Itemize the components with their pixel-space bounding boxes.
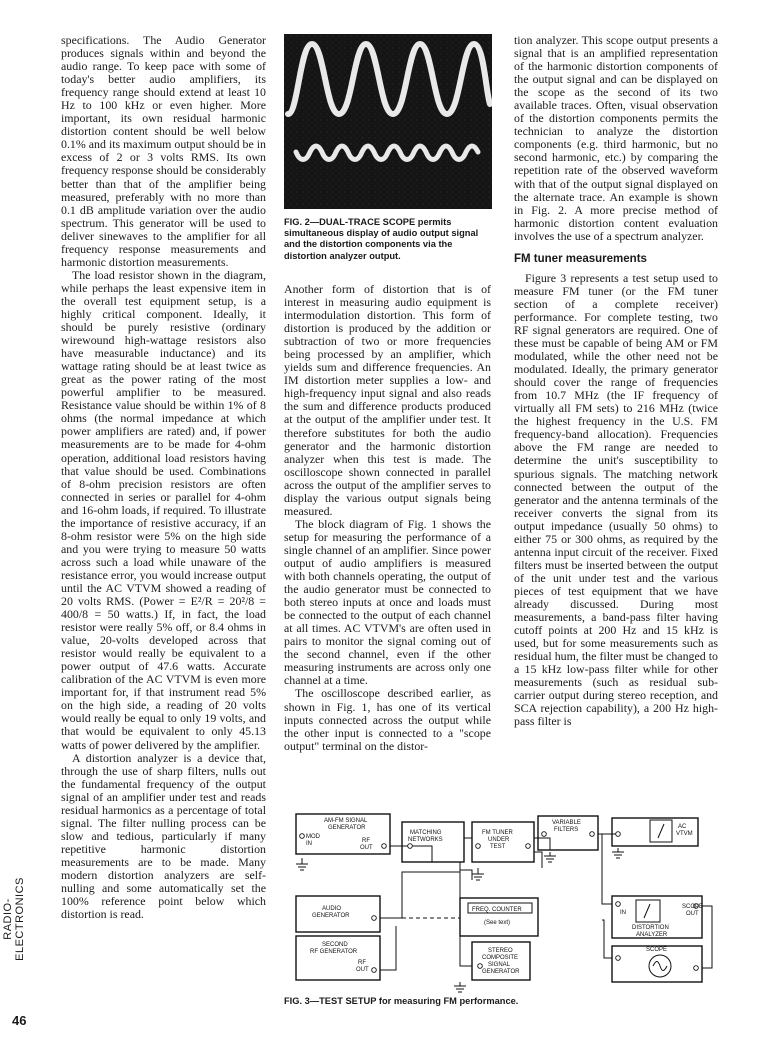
figure-2-caption-lead: FIG. 2—DUAL-TRACE SCOPE — [284, 217, 416, 227]
diagram-label: MOD — [306, 834, 320, 840]
distortion-analyzer-label: DISTORTION — [632, 925, 669, 931]
diagram-label: TEST — [490, 844, 506, 850]
frequency-counter-box — [460, 898, 538, 936]
diagram-label: RF — [358, 960, 366, 966]
diagram-label: RF GENERATOR — [310, 949, 358, 955]
diagram-label: FILTERS — [554, 827, 579, 833]
diagram-label: ANALYZER — [636, 932, 668, 938]
section-heading: FM tuner measurements — [514, 252, 647, 265]
figure-3-caption-lead: FIG. 3—TEST SETUP — [284, 996, 377, 1006]
tuner-label: FM TUNER — [482, 830, 513, 836]
diagram-label: NETWORKS — [408, 837, 443, 843]
scope-photo-figure — [284, 34, 492, 209]
diagram-label: SCOPE — [682, 904, 704, 910]
diagram-label: RF — [362, 838, 370, 844]
figure-3-caption-text: for measuring FM performance. — [376, 996, 519, 1006]
text-column-middle — [284, 283, 491, 753]
second-rf-generator-label: SECOND — [322, 942, 348, 948]
diagram-label: COMPOSITE — [482, 955, 519, 961]
body-paragraph: specifications. The Audio Generator produces signals within and beyond the audio range. To keep pace with some of today's better audio amplifiers, its frequency range should extend at least 10 Hz to 100 kHz or even higher. More important, its own residual harmonic distortion content should be well below 0.1% and its maximum output should be in excess of 2 or 3 volts RMS. Its own frequency response should be considerably better than that of the amplifier being measured, preferably with no more than 0.1 dB amplitude variation over the audio spectrum. This generator will be used to deliver sinewaves to the amplifier for all frequency response measurements and harmonic distortion measurements. — [61, 33, 266, 269]
audio-generator-label: AUDIO — [322, 906, 342, 912]
amfm-generator-label: AM-FM SIGNAL — [324, 818, 368, 824]
diagram-label: GENERATOR — [312, 913, 350, 919]
diagram-label: UNDER — [488, 837, 510, 843]
matching-networks-label: MATCHING — [410, 830, 442, 836]
diagram-label: IN — [620, 910, 626, 916]
page-number: 46 — [12, 1013, 27, 1028]
vtvm-label: AC — [678, 824, 687, 830]
body-paragraph: The load resistor shown in the diagram, while perhaps the least expensive item in the overall test equipment setup, is a highly critical component. Ideally, it should be purely resistive (ordinary wirewound high-wattage resistors also have measurable inductance) and its wattage rating should be at least twice as great as the power rating of the most powerful amplifier to be measured. Resistance value should be within 1% of 8 ohms (the normal impedance at which power amplifiers are rated) and, if power measurements are to be made for 4-ohm operation, additional load resistors having that value should be used. Combinations of 8-ohm precision resistors are often connected in series or parallel for 4-ohm and 16-ohm loads, if required. To illustrate the importance of resistive accuracy, if an 8-ohm resistor were 5% on the high side and you were trying to measure 50 watts across such a load while unaware of the resistance error, you would increase output until the AC VTVM showed a reading of 20 volts RMS. (Power = E²/R = 20²/8 = 400/8 = 50 watts.) If, in fact, the load resistor were really 5% off, or 8.4 ohms in value, 20-volts developed across that resistor would really be equivalent to a power output of 47.6 watts. Accurate calibration of the AC VTVM is even more important for, if that instrument read 5% on the high side, a reading of 20 volts would really be equal to only 19 volts, and that would be equivalent to only 45.13 watts of power delivered by the amplifier. — [61, 267, 266, 752]
distortion-meter-icon — [636, 900, 660, 922]
stereo-generator-label: STEREO — [488, 948, 513, 954]
diagram-label: SIGNAL — [488, 962, 511, 968]
text-column-left — [61, 34, 266, 921]
magazine-side-label: RADIO-ELECTRONICS — [2, 877, 26, 961]
diagram-label: GENERATOR — [328, 825, 366, 831]
diagram-label: VTVM — [676, 831, 693, 837]
frequency-counter-label: FREQ. COUNTER — [472, 907, 522, 913]
figure-2-caption-text: permits simultaneous display of audio output signal and the distortion components via the distortion analyzer output. — [284, 217, 479, 261]
body-paragraph: The block diagram of Fig. 1 shows the setup for measuring the performance of a single channel of an amplifier. Since power output of audio amplifiers is measured with both channels operating, the output of the audio generator must be connected to both stereo inputs at once and loads must be connected to the output of each channel at all times. AC VTVM's are often used in pairs to monitor the signal coming out of the second channel, even if the other measuring instruments are across only one channel at a time. — [284, 516, 491, 688]
scope-waveform-graphic — [284, 34, 492, 209]
body-paragraph: The oscilloscope described earlier, as shown in Fig. 1, has one of its vertical inputs connected across the output while the other input is connected to a "scope output" terminal on the distor- — [284, 686, 491, 753]
body-paragraph: Figure 3 represents a test setup used to measure FM tuner (or the FM tuner section of a complete receiver) performance. For complete testing, two RF signal generators are required. One of these must be capable of being AM or FM modulated, while the other need not be modulated. Ideally, the primary generator should cover the range of frequencies from 10.7 MHz (the IF frequency of virtually all FM sets) to 216 MHz (twice the highest frequency in the U.S. FM frequency-band allocation). Frequencies above the FM range are needed to determine the unit's susceptibility to spurious signals. The matching network connected between the output of the generator and the antenna terminals of the receiver converts the signal from its output impedance (usually 50 ohms) to either 75 or 300 ohms, as required by the antenna input circuit of the receiver. Fixed filters must be inserted between the output of the unit under test and the various pieces of test equipment that we have already discussed. During most measurements, a band-pass filter having cutoff points at 200 Hz and 15 kHz is used, but for some measurements such as residual hum, the filter must be changed to a 15 kHz low-pass filter while for other measurements (such as residual sub-carrier output during stereo reception, and SCA rejection capability), a 200 Hz high-pass filter is — [514, 270, 718, 729]
diagram-label: OUT — [356, 967, 369, 973]
filters-label: VARIABLE — [552, 820, 581, 826]
diagram-label: OUT — [360, 845, 373, 851]
body-paragraph: A distortion analyzer is a device that, through the use of sharp filters, nulls out the fundamental frequency of the output signal of an amplifier under test and reads residual harmonics as a percentage of total signal. The filter nulling process can be slow and tedious, particularly if many repetitive harmonic distortion measurements are to be made. Many modern distortion analyzers are self-nulling and some automatically set the 100% reference point below which distortion is read. — [61, 750, 266, 922]
body-paragraph: tion analyzer. This scope output presents a signal that is an amplified representation of the harmonic distortion components of the output signal and can be displayed on the scope as the second of its two available traces. Often, visual observation of the distortion components permits the technician to analyze the distortion components (e.g. third harmonic, but no second harmonic, etc.) by comparing the repetition rate of the observed waveform with that of the output signal displayed on the alternate trace. An example is shown in Fig. 2. A more precise method of harmonic distortion content evaluation involves the use of a spectrum analyzer. — [514, 33, 718, 243]
diagram-label: IN — [306, 841, 312, 847]
diagram-label: OUT — [686, 911, 699, 917]
fm-test-setup-diagram — [282, 808, 722, 994]
diagram-label: GENERATOR — [482, 969, 520, 975]
diagram-label: (See text) — [484, 920, 511, 926]
figure-3-caption — [284, 996, 724, 1007]
body-paragraph: Another form of distortion that is of interest in measuring audio equipment is intermodulation distortion. This form of distortion is produced by the addition or subtraction of two or more frequencies being processed by an amplifier, which yields sum and difference frequencies. An IM distortion meter supplies a low- and high-frequency input signal and also reads the sum and difference products produced at the output of the amplifier under test. It therefore substitutes for both the audio generator and the harmonic distortion analyzer when this test is made. The oscilloscope shown connected in parallel across the output of the amplifier serves to display the various output signals being measured. — [284, 282, 491, 518]
text-column-right — [514, 34, 718, 728]
figure-2-caption — [284, 217, 491, 262]
scope-label: SCOPE — [646, 947, 668, 953]
